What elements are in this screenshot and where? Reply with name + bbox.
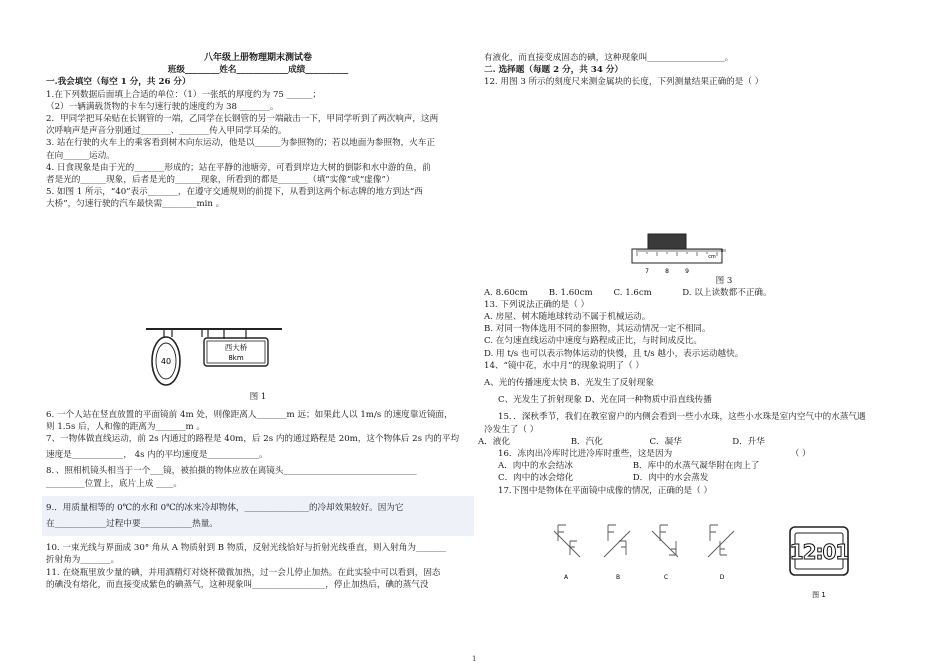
sign-place-name: 西大桥: [224, 342, 248, 352]
mirror-label-b: B: [615, 573, 621, 581]
page-number: 1: [472, 655, 477, 663]
question-line: 则 1.5s 后，人和像的距离为_______m 。: [46, 421, 206, 432]
question-12: 12. 用图 3 所示的刻度尺来测金属块的长度，下列测量结果正确的是（ ）: [484, 77, 764, 88]
question-16-answer-paren: （ ）: [790, 449, 811, 460]
option-a: A. 8.60cm: [484, 287, 528, 298]
question-13: [484, 299, 904, 360]
question-16-options: [484, 472, 904, 484]
option-b: B．汽化: [570, 436, 603, 447]
question-line: 冷发生了（ ）: [484, 424, 539, 435]
question-16-text: 16．冻肉出冷库时比进冷库时重些，这是因为: [498, 449, 673, 460]
figure-3-caption: 图 3: [715, 275, 733, 286]
mirror-label-d: D: [719, 573, 725, 581]
question-line: 次呼响声是声音分别通过_______、_______传入甲同学耳朵的。: [46, 126, 287, 137]
section2-heading: 二. 选择题（每题 2 分，共 34 分）: [484, 65, 624, 76]
question-line: （2）一辆满载货物的卡车匀速行驶的速度约为 38 _______。: [46, 101, 279, 112]
question-9-block: [42, 496, 474, 536]
question-line: 5. 如图 1 所示，“40”表示_______，在遵守交通规则的前提下，从看到这两个标志牌的地方到达“西: [46, 187, 423, 198]
question-17-figures: [484, 497, 904, 607]
question-line: 3. 站在行驶的火车上的乘客看到树木向东运动，他是以______为参照物的；若以地面为参照物，火车正: [46, 138, 436, 149]
question-line: 在向______运动。: [46, 150, 115, 161]
sign-distance: 8km: [228, 353, 244, 362]
question-line: 折射角为_______。: [46, 555, 120, 566]
question-16-options: [484, 460, 904, 472]
question-line: 大桥”，匀速行驶的汽车最快需________min 。: [46, 199, 225, 210]
question-line: 4. 日食现象是由于光的_______形成的；站在平静的池塘旁，可看到岸边大树的倒影和水中游的鱼，前: [46, 162, 431, 173]
figure-1-traffic-signs: [46, 211, 470, 409]
question-14: 14、“镜中花，水中月”的现象说明了（ ）: [484, 360, 644, 371]
question-line: C. 在匀速直线运动中速度与路程成正比，与时间成反比。: [484, 336, 702, 347]
question-16: [484, 448, 904, 460]
ruler-label-8: 8: [665, 267, 669, 275]
option-a: A．液化: [478, 436, 510, 447]
question-line: 9.．用质量相等的 0℃的水和 0℃的冰来冷却物体，_______________的冷却效果较好。因为它: [46, 502, 404, 513]
question-line: 1.在下列数据后面填上合适的单位：（1）一张纸的厚度约为 75 ______；: [46, 89, 321, 100]
ruler-label-9: 9: [685, 267, 689, 275]
question-line: 有液化，而直接变成固态的碘，这种现象叫__________________。: [484, 53, 734, 63]
exam-title: 八年级上册物理期末测试卷: [203, 53, 312, 63]
section1-questions-end: [46, 542, 470, 591]
left-column: [46, 52, 470, 591]
right-column: [478, 52, 904, 607]
option-c: C. 1.6cm: [613, 287, 652, 298]
question-line: A. 房屋、树木随地球转动不属于机械运动。: [484, 312, 651, 323]
question-line: D. 用 t/s 也可以表示物体运动的快慢，且 t/s 越小，表示运动越快。: [484, 348, 744, 359]
option-c: C．肉中的冰会熔化: [498, 473, 574, 484]
speed-limit-value: 40: [160, 356, 172, 366]
option-d: D．升华: [732, 436, 765, 447]
section1-heading: 一.我会填空（每空 1 分，共 26 分）: [46, 77, 191, 88]
question-line: 者是光的______现象，后者是光的______现象，所看到的都是_______（填“实像”或“虚像”）: [46, 175, 395, 186]
option-a: A．肉中的水会结冰: [498, 461, 573, 472]
question-line: B. 对同一物体选用不同的参照物，其运动情况一定不相同。: [484, 324, 711, 335]
student-info-line: 班级________姓名____________成绩__________: [167, 65, 349, 76]
traffic-signs-illustration: [46, 211, 470, 391]
question-line: 8．、照相机镜头相当于一个___镜，被拍摄的物体应放在离镜头_______________________________: [46, 466, 417, 477]
question-17: 17.下图中是物体在平面镜中成像的情况，正确的是（ ）: [498, 485, 713, 496]
mirror-images-illustration: [484, 497, 904, 607]
question-line: 在____________过程中要____________热量。: [46, 519, 218, 530]
figure-1-caption: 图 1: [249, 391, 267, 402]
question-line: 10. 一束光线与界面成 30° 角从 A 物质射到 B 物质，反射光线恰好与折射光线垂直，则入射角为_______: [46, 543, 446, 554]
question-15-options: [478, 436, 904, 448]
ruler-illustration: [484, 89, 904, 283]
option-b: B．库中的水蒸气凝华附在肉上了: [632, 461, 760, 472]
digital-clock-digits: 12:01: [789, 539, 849, 564]
question-12-options: [484, 287, 904, 299]
clock-figure-caption: 图 1: [812, 590, 826, 599]
figure-3-ruler: [484, 89, 904, 286]
question-line: 6. 一个人站在竖直放置的平面镜前 4m 处，则像距离人_______m 远；如果此人以 1m/s 的速度靠近镜面，: [46, 409, 453, 420]
question-14-option-row: C、光发生了折射现象 D、光在同一种物质中沿直线传播: [498, 395, 712, 406]
question-line: 13. 下列说法正确的是（ ）: [484, 299, 590, 310]
question-line: 11. 在烧瓶里放少量的碘，并用酒精灯对烧杯微微加热，过一会儿停止加热。在此实验中可以看到，固态: [46, 567, 441, 578]
option-b: B. 1.60cm: [548, 287, 593, 298]
option-d: D. 以上读数都不正确。: [682, 287, 772, 298]
option-c: C．凝华: [649, 436, 682, 447]
ruler-label-7: 7: [645, 267, 649, 275]
question-line: 速度是____________， 4s 内的平均速度是____________。: [46, 450, 268, 461]
mirror-label-c: C: [663, 573, 669, 581]
question-line: _________位置上，底片上成 ____。: [46, 478, 182, 489]
question-line: 的碘没有熔化，而直接变成紫色的碘蒸气，这种现象叫_________________，停止加热后，碘的蒸气没: [46, 579, 429, 590]
option-d: D．肉中的水会蒸发: [632, 473, 709, 484]
section1-questions: [46, 89, 470, 211]
question-line: 2．甲同学把耳朵贴在长钢管的一端，乙同学在长钢管的另一端敲击一下，甲同学听到了两次响声，这两: [46, 114, 439, 125]
mirror-label-a: A: [563, 573, 569, 581]
question-14-option-row: A、光的传播速度太快 B、光发生了反射现象: [484, 378, 654, 389]
section1-questions-cont: [46, 409, 470, 490]
question-15: 15．．深秋季节，我们在教室窗户的内侧会看到一些小水珠，这些小水珠是室内空气中的水蒸气遇: [498, 412, 866, 423]
question-line: 7、一物体做直线运动，前 2s 内通过的路程是 40m，后 2s 内的通过路程是 20m，这个物体后 2s 内的平均: [46, 434, 460, 445]
ruler-unit: cm: [708, 253, 716, 260]
